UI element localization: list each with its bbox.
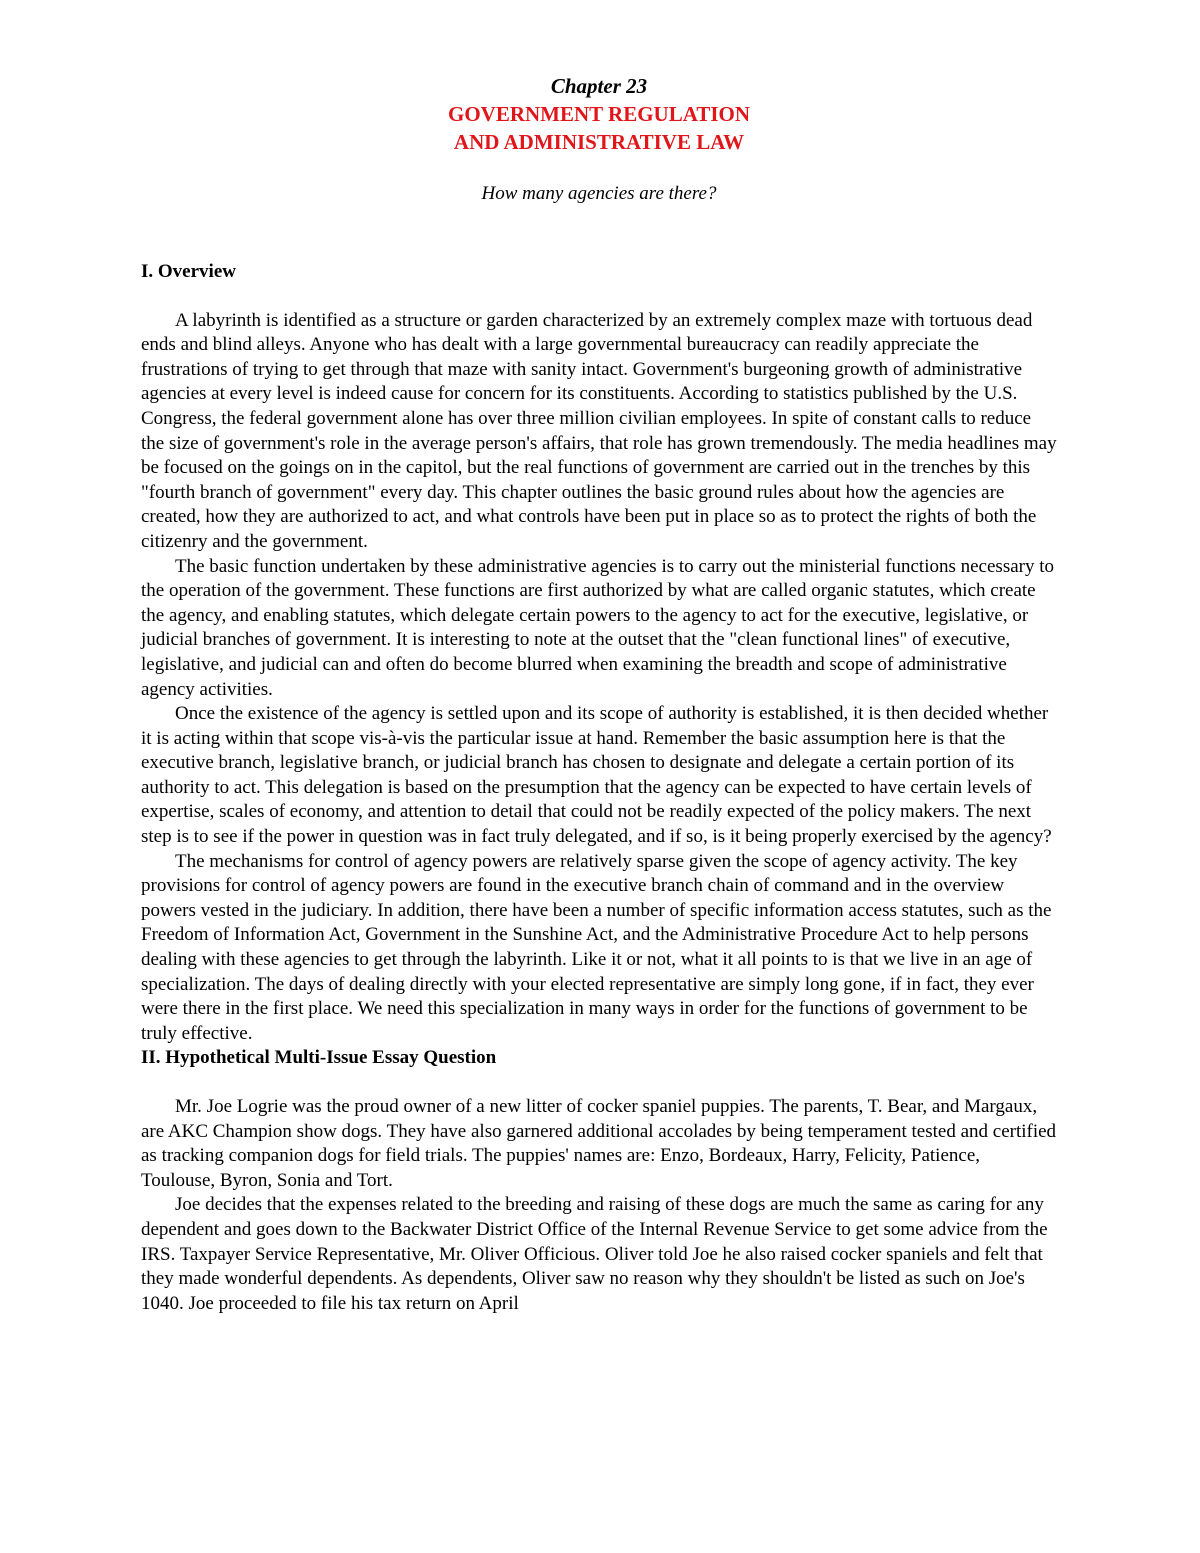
overview-paragraph-1: A labyrinth is identified as a structure or garden characterized by an extremely complex maze with tortuous dead ends and blind alleys. Anyone who has dealt with a large governmental bureaucracy can readily appreciate the frustrations of trying to get through that maze with sanity intact. Government's burgeoning growth of administrative agencies at every level is indeed cause for concern for its constituents. According to statistics published by the U.S. Congress, the federal government alone has over three million civilian employees. In spite of constant calls to reduce the size of government's role in the average person's affairs, that role has grown tremendously. The media headlines may be focused on the goings on in the capitol, but the real functions of government are carried out in the trenches by this "fourth branch of government" every day. This chapter outlines the basic ground rules about how the agencies are created, how they are authorized to act, and what controls have been put in place so as to protect the rights of both the citizenry and the government.	[141, 309, 1057, 552]
chapter-subtitle: How many agencies are there?	[481, 183, 717, 204]
section-heading-overview: I. Overview	[141, 261, 236, 282]
overview-paragraph-4: The mechanisms for control of agency powers are relatively sparse given the scope of agency activity. The key provisions for control of agency powers are found in the executive branch chain of command and in the overview powers vested in the judiciary. In addition, there have been a number of specific information access statutes, such as the Freedom of Information Act, Government in the Sunshine Act, and the Administrative Procedure Act to help persons dealing with these agencies to get through the labyrinth. Like it or not, what it all points to is that we live in an age of specialization. The days of dealing directly with your elected representative are simply long gone, if in fact, they ever were there in the first place. We need this specialization in many ways in order for the functions of government to be truly effective.	[141, 850, 1052, 1044]
chapter-title-line-1: GOVERNMENT REGULATION	[447, 102, 750, 126]
essay-paragraph-2: Joe decides that the expenses related to the breeding and raising of these dogs are much the same as caring for any dependent and goes down to the Backwater District Office of the Internal Revenue Service to get some advice from the IRS. Taxpayer Service Representative, Mr. Oliver Officious. Oliver told Joe he also raised cocker spaniels and felt that they made wonderful dependents. As dependents, Oliver saw no reason why they shouldn't be listed as such on Joe's 1040. Joe proceeded to file his tax return on April	[141, 1194, 1048, 1314]
essay-question-body	[141, 1095, 1057, 1316]
document-page	[141, 72, 1057, 1316]
overview-paragraph-2: The basic function undertaken by these administrative agencies is to carry out the ministerial functions necessary to the operation of the government. These functions are first authorized by what are called organic statutes, which create the agency, and enabling statutes, which delegate certain powers to the agency to act for the executive, legislative, or judicial branches of government. It is interesting to note at the outset that the "clean functional lines" of executive, legislative, and judicial can and often do become blurred when examining the breadth and scope of administrative agency activities.	[141, 555, 1055, 700]
chapter-title-line-2: AND ADMINISTRATIVE LAW	[453, 130, 745, 154]
essay-paragraph-1: Mr. Joe Logrie was the proud owner of a new litter of cocker spaniel puppies. The parents, T. Bear, and Margaux, are AKC Champion show dogs. They have also garnered additional accolades by being temperament tested and certified as tracking companion dogs for field trials. The puppies' names are: Enzo, Bordeaux, Harry, Felicity, Patience, Toulouse, Byron, Sonia and Tort.	[141, 1096, 1057, 1191]
chapter-label: Chapter 23	[550, 74, 648, 98]
section-heading-essay-question: II. Hypothetical Multi-Issue Essay Question	[141, 1047, 497, 1069]
overview-paragraph-3: Once the existence of the agency is settled upon and its scope of authority is established, it is then decided whether it is acting within that scope vis-à-vis the particular issue at hand. Remember the basic assumption here is that the executive branch, legislative branch, or judicial branch has chosen to designate and delegate a certain portion of its authority to act. This delegation is based on the presumption that the agency can be expected to have certain levels of expertise, scales of economy, and attention to detail that could not be readily expected of the policy makers. The next step is to see if the power in question was in fact truly delegated, and if so, is it being properly exercised by the agency?	[141, 703, 1052, 848]
overview-body	[141, 309, 1057, 1047]
